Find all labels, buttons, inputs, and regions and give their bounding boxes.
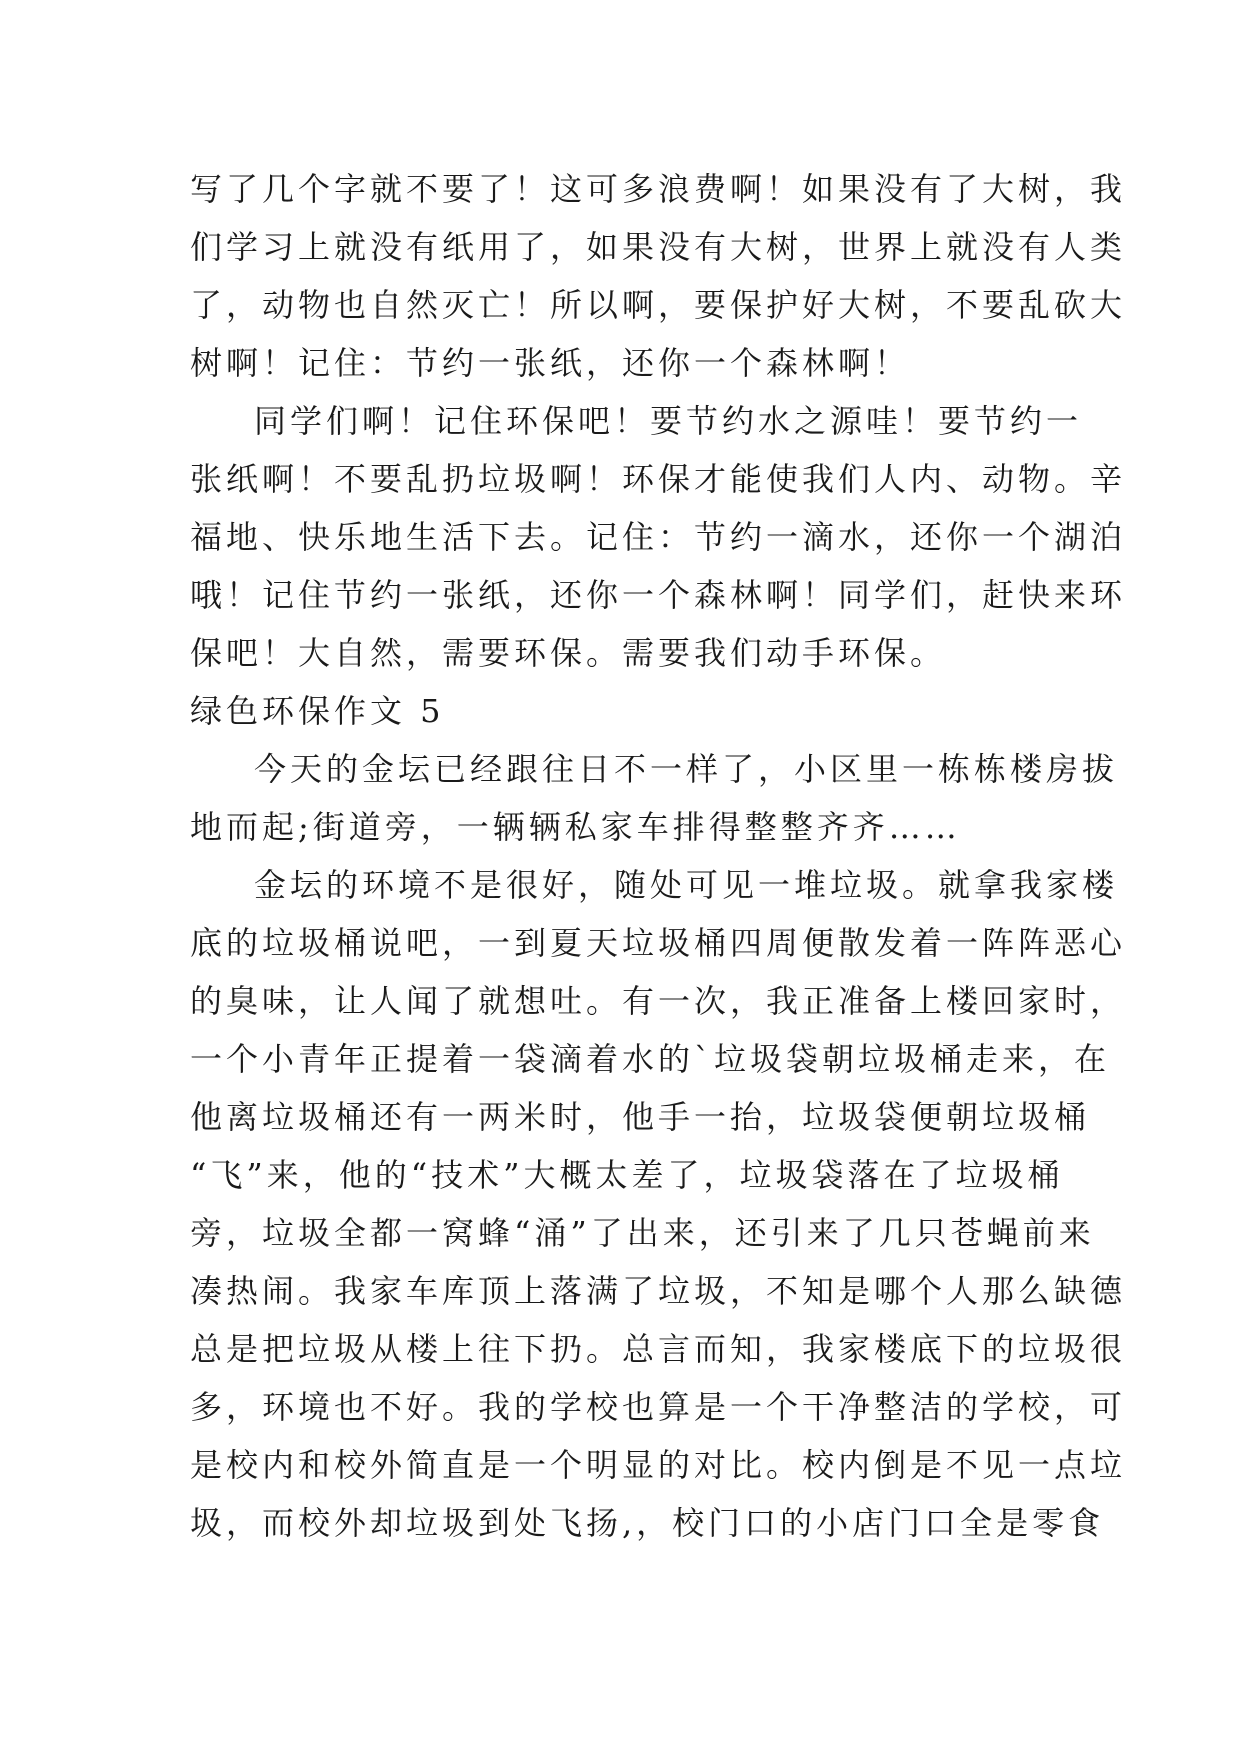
paragraph-line: 是校内和校外简直是一个明显的对比。校内倒是不见一点垃 [190,1446,1127,1484]
paragraph-line: 他离垃圾桶还有一两米时，他手一抬，垃圾袋便朝垃圾桶 [190,1098,1091,1136]
section-heading: 绿色环保作文 5 [190,692,445,730]
paragraph-line: 凑热闹。我家车库顶上落满了垃圾，不知是哪个人那么缺德 [190,1272,1127,1310]
paragraph-line: 哦！记住节约一张纸，还你一个森林啊！同学们，赶快来环 [190,576,1127,614]
paragraph-line: 的臭味，让人闻了就想吐。有一次，我正准备上楼回家时， [190,982,1127,1020]
paragraph-line: 了，动物也自然灭亡！所以啊，要保护好大树，不要乱砍大 [190,286,1127,324]
paragraph-line: 总是把垃圾从楼上往下扔。总言而知，我家楼底下的垃圾很 [190,1330,1127,1368]
paragraph-line: 们学习上就没有纸用了，如果没有大树，世界上就没有人类 [190,228,1127,266]
paragraph-line: 树啊！记住：节约一张纸，还你一个森林啊！ [190,344,911,382]
paragraph-line: 底的垃圾桶说吧，一到夏天垃圾桶四周便散发着一阵阵恶心 [190,924,1127,962]
paragraph-line: 同学们啊！记住环保吧！要节约水之源哇！要节约一 [254,402,1083,440]
paragraph-line: 保吧！大自然，需要环保。需要我们动手环保。 [190,634,947,672]
paragraph-line: 一个小青年正提着一袋滴着水的`垃圾袋朝垃圾桶走来，在 [190,1040,1111,1078]
paragraph-line: 张纸啊！不要乱扔垃圾啊！环保才能使我们人内、动物。辛 [190,460,1127,498]
paragraph-line: 多，环境也不好。我的学校也算是一个干净整洁的学校，可 [190,1388,1127,1426]
paragraph-line: 地而起;街道旁，一辆辆私家车排得整整齐齐…… [190,808,961,846]
paragraph-line: “飞”来，他的“技术”大概太差了，垃圾袋落在了垃圾桶 [190,1156,1064,1194]
paragraph-line: 福地、快乐地生活下去。记住：节约一滴水，还你一个湖泊 [190,518,1127,556]
paragraph-line: 写了几个字就不要了！这可多浪费啊！如果没有了大树，我 [190,170,1127,208]
paragraph-line: 旁，垃圾全都一窝蜂“涌”了出来，还引来了几只苍蝇前来 [190,1214,1095,1252]
paragraph-line: 圾，而校外却垃圾到处飞扬,，校门口的小店门口全是零食 [190,1504,1105,1542]
essay-body [190,160,1127,1552]
paragraph-line: 今天的金坛已经跟往日不一样了，小区里一栋栋楼房拔 [254,750,1119,788]
paragraph-line: 金坛的环境不是很好，随处可见一堆垃圾。就拿我家楼 [254,866,1119,904]
